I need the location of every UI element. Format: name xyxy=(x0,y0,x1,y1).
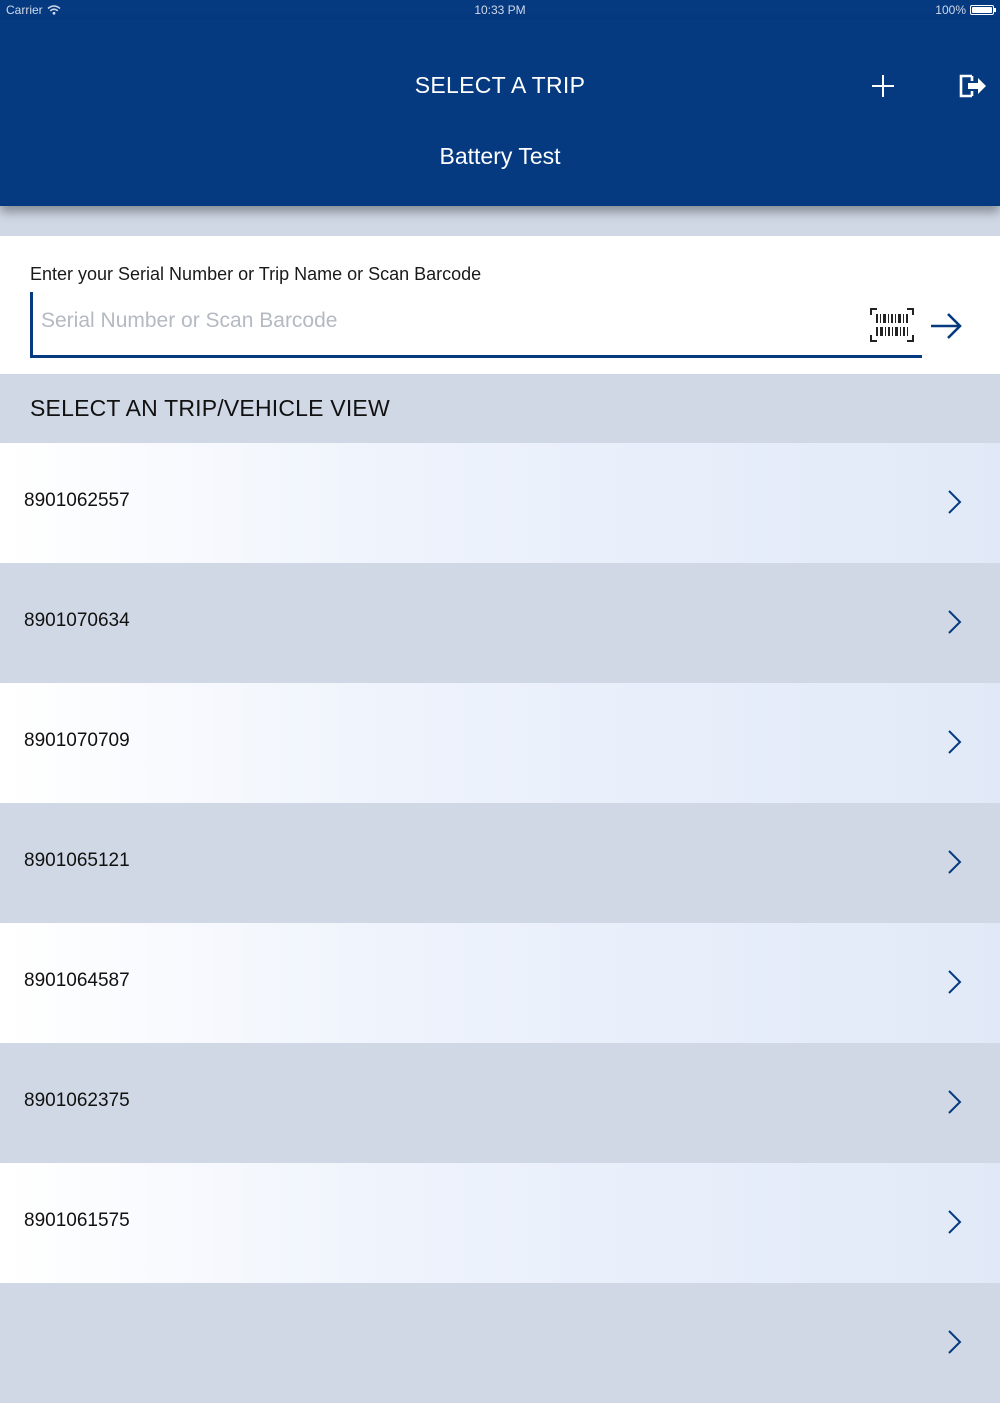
chevron-right-icon xyxy=(944,969,964,995)
header-spacer xyxy=(0,206,1000,236)
battery-icon xyxy=(970,5,994,15)
search-label: Enter your Serial Number or Trip Name or Scan Barcode xyxy=(30,264,482,284)
trip-row[interactable] xyxy=(0,683,1000,803)
trip-label: 8901070709 xyxy=(24,730,130,751)
serial-search-input[interactable] xyxy=(41,304,841,338)
battery-percent: 100% xyxy=(935,3,966,17)
search-submit-button[interactable] xyxy=(928,310,964,342)
section-header xyxy=(0,374,1000,443)
trip-label: 8901062557 xyxy=(24,490,130,511)
chevron-right-icon xyxy=(944,609,964,635)
chevron-right-icon xyxy=(944,1089,964,1115)
chevron-right-icon xyxy=(944,729,964,755)
trip-list xyxy=(0,443,1000,1403)
battery-indicator xyxy=(935,3,994,17)
trip-row[interactable] xyxy=(0,1163,1000,1283)
search-section xyxy=(0,236,1000,374)
trip-row[interactable] xyxy=(0,803,1000,923)
trip-label: 8901070634 xyxy=(24,610,130,631)
status-time: 10:33 PM xyxy=(474,3,526,17)
chevron-right-icon xyxy=(944,849,964,875)
trip-row[interactable] xyxy=(0,563,1000,683)
page-title: SELECT A TRIP xyxy=(414,72,586,98)
section-title: SELECT AN TRIP/VEHICLE VIEW xyxy=(30,395,390,421)
logout-button[interactable] xyxy=(952,65,994,107)
page-subtitle: Battery Test xyxy=(439,143,561,169)
chevron-right-icon xyxy=(944,1329,964,1355)
arrow-right-icon xyxy=(928,310,964,342)
plus-icon xyxy=(871,74,895,98)
status-bar xyxy=(0,0,1000,20)
carrier-label: Carrier xyxy=(6,3,43,17)
trip-label: 8901062375 xyxy=(24,1090,130,1111)
barcode-scan-icon xyxy=(869,306,915,344)
trip-row[interactable] xyxy=(0,923,1000,1043)
barcode-scan-button[interactable] xyxy=(869,306,915,344)
search-box xyxy=(30,292,922,358)
trip-row[interactable] xyxy=(0,443,1000,563)
trip-row[interactable] xyxy=(0,1043,1000,1163)
chevron-right-icon xyxy=(944,489,964,515)
app-header xyxy=(0,20,1000,206)
chevron-right-icon xyxy=(944,1209,964,1235)
trip-label: 8901065121 xyxy=(24,850,130,871)
trip-label: 8901061575 xyxy=(24,1210,130,1231)
add-trip-button[interactable] xyxy=(862,65,904,107)
logout-icon xyxy=(958,72,988,100)
trip-label: 8901064587 xyxy=(24,970,130,991)
trip-row[interactable] xyxy=(0,1283,1000,1403)
